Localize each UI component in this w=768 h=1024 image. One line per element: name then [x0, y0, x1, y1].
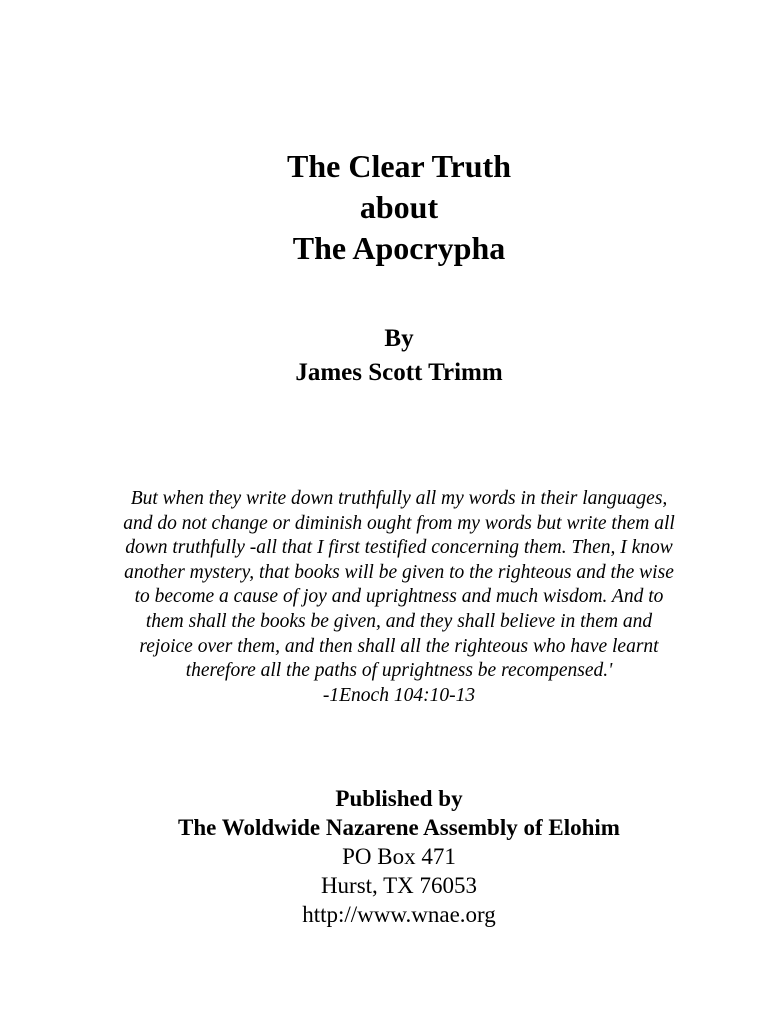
epigraph-line: them shall the books be given, and they shall believe in them and — [145, 610, 653, 632]
publisher-address-line-2: Hurst, TX 76053 — [320, 873, 478, 898]
author-name: James Scott Trimm — [295, 359, 503, 386]
document-title — [0, 146, 768, 269]
publisher-website: http://www.wnae.org — [302, 902, 496, 927]
epigraph-line: But when they write down truthfully all my words in their languages, — [130, 488, 668, 509]
publisher-info — [0, 784, 768, 929]
epigraph-line: rejoice over them, and then shall all the righteous who have learnt — [139, 635, 659, 657]
title-line-2: about — [359, 189, 439, 225]
title-line-3: The Apocrypha — [292, 230, 506, 266]
publisher-address-line-1: PO Box 471 — [342, 844, 456, 869]
title-line-1: The Clear Truth — [286, 148, 511, 184]
publisher-organization: The Woldwide Nazarene Assembly of Elohim — [178, 815, 620, 840]
epigraph-citation: -1Enoch 104:10-13 — [322, 684, 476, 706]
epigraph-quote — [0, 487, 768, 708]
epigraph-line: therefore all the paths of uprightness be recompensed.' — [185, 660, 613, 682]
epigraph-line: and do not change or diminish ought from my words but write them all — [123, 512, 675, 534]
epigraph-line: to become a cause of joy and uprightness and much wisdom. And to — [134, 586, 664, 608]
byline — [0, 322, 768, 390]
by-label: By — [384, 325, 414, 352]
published-by-label: Published by — [335, 786, 463, 811]
epigraph-line: down truthfully -all that I first testified concerning them. Then, I know — [125, 537, 673, 559]
epigraph-line: another mystery, that books will be given to the righteous and the wise — [124, 561, 674, 583]
